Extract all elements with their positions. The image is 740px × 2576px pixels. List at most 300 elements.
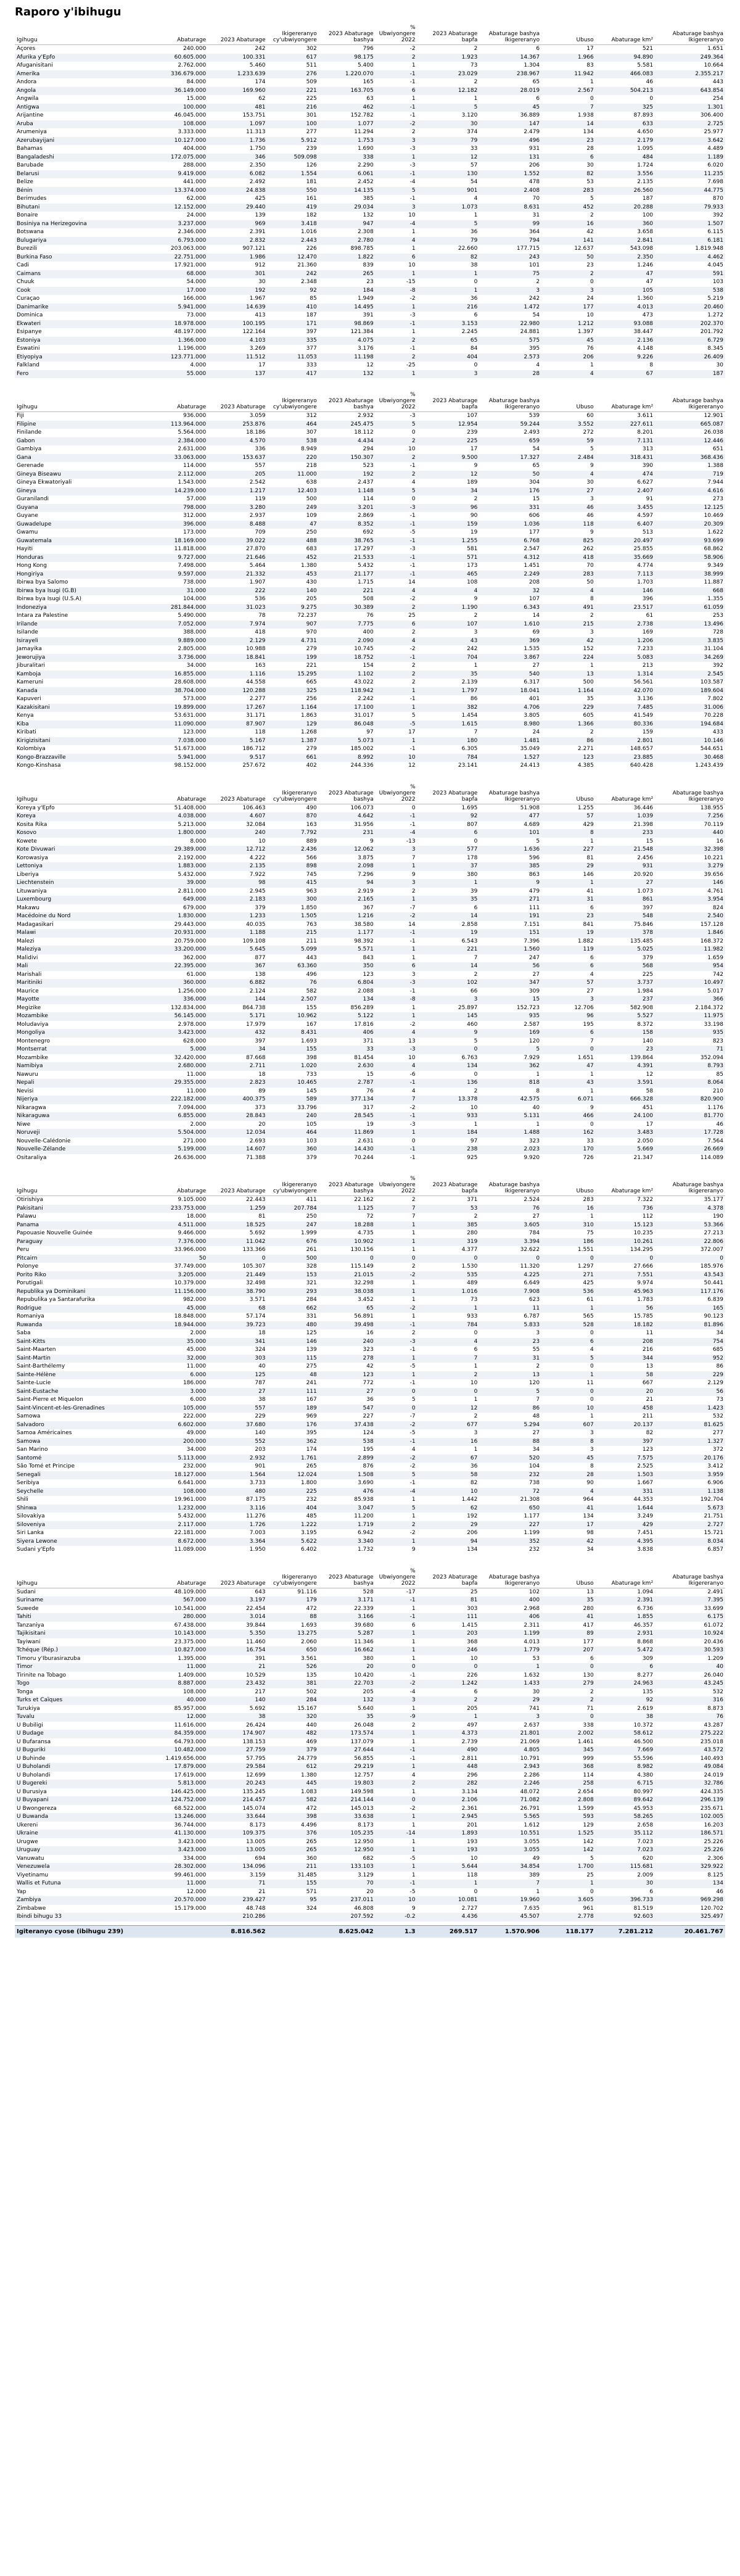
table-cell: 377: [306, 345, 317, 352]
table-cell: 36.889: [520, 112, 540, 118]
table-cell: 390: [642, 463, 654, 469]
table-row: [15, 562, 725, 571]
table-cell: 1.233.639: [208, 70, 267, 79]
country-name: Gerenade: [17, 463, 44, 469]
table-row: [15, 962, 725, 971]
table-cell: 502: [306, 1688, 317, 1695]
table-cell: 265: [306, 1838, 317, 1845]
table-cell: 936.000: [183, 413, 207, 419]
country-name: Silovakiya: [17, 1513, 45, 1519]
table-cell: 481: [208, 104, 267, 112]
table-cell: 37: [417, 862, 480, 871]
table-cell: 11: [586, 1380, 594, 1386]
table-cell: 685: [712, 1347, 723, 1353]
table-cell: 368: [541, 1763, 596, 1772]
table-cell: 2.000: [190, 1330, 207, 1336]
table-cell: 216: [642, 1347, 654, 1353]
page-title: Raporo y'ibihugu: [15, 6, 121, 19]
table-cell: 45.963: [596, 1288, 655, 1297]
table-cell: 2.136: [596, 337, 655, 345]
table-row: [15, 679, 725, 687]
table-row: [15, 737, 725, 746]
table-cell: 15: [532, 496, 540, 502]
table-row: [15, 921, 725, 930]
table-cell: 668: [655, 587, 725, 596]
country-name: Mali: [15, 962, 143, 971]
table-cell: 362.000: [183, 954, 207, 961]
table-cell: 136: [417, 1079, 480, 1088]
table-cell: 15.785: [633, 1313, 654, 1319]
table-cell: 146: [655, 879, 725, 888]
table-cell: 0: [376, 1388, 417, 1397]
table-cell: 4.385: [577, 762, 594, 769]
table-cell: 232: [479, 1471, 541, 1480]
table-cell: 0: [474, 1071, 478, 1078]
table-cell: 4.735: [357, 1230, 374, 1236]
table-cell: 969.298: [655, 1896, 725, 1905]
table-cell: 19.960: [479, 1896, 541, 1905]
table-cell: 1: [411, 1705, 416, 1712]
table-cell: 87.907: [208, 720, 267, 729]
table-row: [15, 1096, 725, 1104]
table-cell: 8: [590, 596, 594, 602]
table-cell: 404: [268, 1505, 319, 1513]
table-cell: 2.023: [479, 1146, 541, 1154]
table-cell: 366: [655, 996, 725, 1004]
table-cell: 5: [376, 421, 417, 429]
table-cell: 12.950: [319, 1846, 376, 1855]
table-cell: 200.000: [143, 1438, 208, 1447]
table-cell: 738.000: [183, 579, 207, 585]
table-cell: 86: [541, 737, 596, 746]
table-cell: 6.839: [707, 1297, 723, 1303]
table-cell: 1.719: [319, 1521, 376, 1530]
country-name: Jamayika: [17, 646, 42, 652]
table-cell: 145: [306, 1088, 317, 1094]
table-cell: 283: [541, 187, 596, 196]
table-cell: 843: [363, 954, 374, 961]
table-cell: 11.887: [704, 579, 723, 585]
table-cell: 2: [376, 604, 417, 613]
table-cell: 5.640: [357, 1705, 374, 1712]
table-cell: 22.181.000: [174, 1530, 207, 1536]
table-cell: 5.025: [596, 946, 655, 954]
table-cell: 56: [479, 962, 541, 971]
table-cell: 8.125: [707, 1872, 723, 1878]
table-cell: 3: [590, 1430, 594, 1436]
table-cell: 1.726: [208, 1521, 267, 1530]
table-cell: 1.938: [577, 112, 594, 118]
country-name: U Bwongereza: [17, 1805, 57, 1812]
table-cell: 3: [536, 1330, 540, 1336]
table-cell: 17.327: [479, 454, 541, 463]
table-cell: 10.541.000: [174, 1605, 207, 1612]
table-cell: 303: [467, 1605, 478, 1612]
table-cell: 30.389: [319, 604, 376, 613]
table-cell: 3.159: [249, 1872, 266, 1878]
table-cell: 161: [306, 196, 317, 202]
table-cell: 22.443: [246, 1197, 266, 1203]
table-cell: 2.654: [577, 1788, 594, 1795]
table-cell: 2.139: [461, 679, 478, 685]
table-cell: 45: [541, 337, 596, 345]
table-cell: 48: [532, 1413, 540, 1419]
table-cell: 1.693: [300, 1622, 317, 1629]
table-cell: -4: [376, 220, 417, 229]
table-cell: 33.966.000: [174, 1247, 207, 1253]
table-cell: 70.244: [354, 1154, 374, 1161]
country-name: Suriname: [15, 1596, 143, 1605]
table-row: [15, 104, 725, 112]
country-name: Kapuveri: [17, 696, 41, 702]
table-cell: 566: [306, 854, 317, 861]
table-cell: 23.141: [458, 762, 478, 769]
table-cell: 2.507: [268, 996, 319, 1004]
table-cell: 6: [590, 904, 594, 911]
table-cell: 0: [479, 1255, 541, 1263]
table-cell: 870: [712, 196, 723, 202]
table-cell: 1.846: [655, 929, 725, 938]
country-name: Aruba: [15, 120, 143, 129]
table-cell: 235.018: [700, 1738, 723, 1745]
table-cell: 20.309: [655, 521, 725, 529]
table-cell: -1: [409, 196, 416, 202]
table-cell: 665: [306, 679, 317, 685]
table-cell: 6: [590, 1655, 594, 1662]
table-cell: 5.350: [208, 1630, 267, 1638]
table-cell: 9.349: [707, 563, 723, 569]
table-cell: 203.063.000: [170, 246, 207, 252]
table-cell: 2.391: [596, 1596, 655, 1605]
table-cell: 38.580: [354, 921, 374, 928]
table-cell: 24.779: [297, 1755, 317, 1762]
table-cell: 5.213.000: [178, 821, 207, 828]
table-cell: 4.380: [637, 1772, 654, 1778]
table-cell: 1.209: [707, 1655, 723, 1662]
table-cell: 3: [541, 996, 596, 1004]
table-cell: 22.660: [458, 246, 478, 252]
table-cell: 2.658: [637, 1822, 654, 1828]
table-cell: 1.461: [577, 1738, 594, 1745]
table-cell: 1.442: [461, 1496, 478, 1503]
table-cell: 2.348: [300, 279, 317, 285]
table-cell: 39: [470, 888, 478, 894]
table-cell: 402: [306, 762, 317, 769]
table-cell: 3.280: [208, 504, 267, 513]
table-cell: 279: [541, 1680, 596, 1688]
column-header: % Ubwiyongere 2022: [376, 1174, 417, 1196]
table-cell: 189: [268, 1405, 319, 1413]
table-cell: 1: [417, 287, 480, 295]
table-cell: 3.134: [461, 1788, 478, 1795]
table-cell: 46: [646, 79, 654, 85]
country-name: Guyana: [15, 504, 143, 513]
table-cell: 3.333.000: [178, 129, 207, 135]
table-cell: -1: [376, 170, 417, 179]
table-cell: 6.942: [357, 1530, 374, 1536]
table-cell: 214.457: [208, 1796, 267, 1805]
table-cell: 3.412: [707, 1463, 723, 1469]
column-header: Abaturage bashya Ikigereranyo: [655, 783, 725, 804]
table-cell: 45: [479, 104, 541, 112]
table-cell: 1.822: [319, 254, 376, 262]
table-cell: 1.632: [524, 1672, 540, 1678]
table-cell: 139: [255, 212, 266, 218]
table-cell: 55.000: [143, 370, 208, 379]
table-cell: 523: [363, 463, 374, 469]
table-cell: 6.906: [707, 1480, 723, 1486]
table-cell: 1: [376, 1288, 417, 1297]
table-cell: 27: [319, 1388, 376, 1397]
table-cell: 232: [306, 1496, 317, 1503]
table-cell: 174.907: [208, 1730, 267, 1738]
table-cell: 81.896: [655, 1321, 725, 1330]
table-cell: 1: [411, 1872, 416, 1878]
table-cell: 10: [470, 1855, 478, 1862]
table-cell: -5: [409, 1888, 416, 1895]
table-row: [15, 295, 725, 303]
table-cell: 33.638: [319, 1813, 376, 1822]
table-cell: 1: [417, 1305, 480, 1313]
table-cell: 3.000: [143, 1388, 208, 1397]
table-cell: 233: [596, 829, 655, 838]
table-cell: -7: [409, 904, 416, 911]
table-cell: 3.423.000: [178, 1838, 207, 1845]
table-row: [15, 704, 725, 712]
table-cell: 2: [376, 671, 417, 679]
table-cell: 54: [470, 179, 478, 185]
table-cell: 582: [268, 1796, 319, 1805]
country-name: Eswatini: [17, 345, 40, 352]
table-cell: 6.000: [190, 1397, 207, 1403]
country-name: Burezili: [17, 246, 38, 252]
table-cell: 86: [716, 1363, 723, 1369]
table-cell: 0: [411, 1137, 416, 1144]
table-cell: 2.945: [417, 1813, 480, 1822]
table-cell: 111: [417, 1613, 480, 1622]
table-cell: 10: [376, 754, 417, 762]
table-cell: 1: [376, 1630, 417, 1638]
table-cell: 296.139: [655, 1796, 725, 1805]
table-cell: 36: [470, 1463, 478, 1469]
table-cell: 96: [417, 504, 480, 513]
table-cell: 22.751.000: [143, 254, 208, 262]
table-cell: 24.019: [704, 1772, 723, 1778]
table-cell: 3.954: [655, 896, 725, 904]
table-cell: 76: [366, 613, 374, 619]
table-cell: 1.395.000: [178, 1655, 207, 1662]
table-cell: 464: [268, 421, 319, 429]
table-cell: 2: [590, 613, 594, 619]
table-cell: 5.122: [319, 1012, 376, 1021]
table-cell: 573.000: [183, 696, 207, 702]
table-cell: 324: [255, 1347, 266, 1353]
country-name: Koreya: [15, 812, 143, 821]
table-cell: 1.366: [541, 720, 596, 729]
table-cell: 201: [467, 1822, 478, 1828]
country-name: Danimarike: [15, 303, 143, 312]
table-row: [15, 337, 725, 345]
table-cell: 7.395: [655, 1596, 725, 1605]
table-row: [15, 220, 725, 229]
table-row: [15, 1471, 725, 1480]
table-cell: 540: [479, 671, 541, 679]
country-name: Malezi: [17, 938, 35, 944]
table-cell: 213: [642, 663, 654, 669]
table-cell: 520: [479, 1455, 541, 1463]
country-name: Esipanye: [17, 329, 42, 335]
table-cell: 2: [376, 337, 417, 345]
table-cell: 1: [474, 663, 478, 669]
table-cell: 32.622: [520, 1247, 540, 1253]
table-cell: 6.649: [524, 1280, 540, 1286]
table-cell: 2.778: [541, 1913, 596, 1922]
table-cell: 11.000: [143, 1880, 208, 1888]
table-cell: 6: [474, 1688, 478, 1695]
table-cell: 18: [258, 1330, 266, 1336]
table-cell: 51.673.000: [174, 746, 207, 752]
table-cell: 59.244: [479, 421, 541, 429]
table-cell: 6.768: [479, 537, 541, 546]
table-row: [15, 1905, 725, 1913]
table-cell: 21: [208, 1663, 267, 1672]
table-cell: 33.644: [208, 1813, 267, 1822]
table-row: [15, 1379, 725, 1388]
table-cell: 13.005: [246, 1838, 266, 1845]
table-cell: 1.612: [524, 1822, 540, 1828]
table-cell: 159: [642, 729, 654, 735]
table-cell: 2.725: [655, 120, 725, 129]
table-cell: 4: [376, 1062, 417, 1071]
table-cell: 3.423.000: [143, 1846, 208, 1855]
table-cell: 2: [411, 679, 416, 685]
column-header: Ikigereranyo cy'ubwiyongere: [268, 783, 319, 804]
table-cell: 1.923: [417, 54, 480, 62]
table-cell: 382: [417, 704, 480, 712]
table-cell: 113.964.000: [143, 421, 208, 429]
table-cell: 26.424: [246, 1722, 266, 1728]
table-cell: 1.255: [417, 537, 480, 546]
table-cell: 1: [411, 1513, 416, 1519]
table-cell: -2: [376, 912, 417, 921]
table-cell: 1.530: [461, 1263, 478, 1269]
table-cell: 134: [417, 1062, 480, 1071]
table-cell: 29.443.000: [174, 921, 207, 928]
column-header: 2023 Abaturage: [208, 1567, 267, 1588]
section-spacer: [15, 1166, 725, 1174]
table-cell: 4: [411, 479, 416, 485]
table-cell: 227.611: [596, 421, 655, 429]
table-cell: 129: [583, 1822, 594, 1828]
table-cell: 214.144: [319, 1796, 376, 1805]
table-cell: 4.761: [707, 888, 723, 894]
table-cell: 1.433: [479, 1680, 541, 1688]
country-name: Samowa: [17, 1413, 41, 1419]
table-cell: 84: [470, 345, 478, 352]
table-cell: 88: [268, 1613, 319, 1622]
table-cell: 19: [470, 529, 478, 535]
table-row: [15, 70, 725, 79]
table-cell: 20.288: [596, 204, 655, 212]
table-cell: 256: [306, 696, 317, 702]
table-cell: 6.181: [655, 237, 725, 246]
table-cell: 61.059: [655, 604, 725, 613]
table-cell: 254: [712, 96, 723, 102]
table-cell: 17.921.000: [174, 262, 207, 268]
country-name: Guwadelupe: [15, 521, 143, 529]
table-cell: 2.693: [249, 1137, 266, 1144]
table-cell: 10: [417, 1488, 480, 1496]
table-cell: 12.706: [574, 1004, 594, 1011]
table-cell: 2.738: [596, 621, 655, 629]
table-cell: 180: [417, 737, 480, 746]
table-cell: 1: [590, 1071, 594, 1078]
table-cell: 7: [411, 854, 416, 861]
table-cell: 18.978.000: [143, 320, 208, 329]
country-name: Mayotte: [15, 996, 143, 1004]
table-cell: 4: [536, 362, 540, 368]
table-cell: 2.245: [461, 329, 478, 335]
table-cell: 3.205.000: [143, 1271, 208, 1280]
table-cell: 462: [319, 104, 376, 112]
table-cell: 970: [306, 629, 317, 635]
table-row: [15, 1705, 725, 1714]
table-cell: 26.409: [655, 353, 725, 362]
table-cell: 589: [268, 1096, 319, 1104]
table-cell: 1: [411, 246, 416, 252]
table-cell: 16: [366, 1330, 374, 1336]
table-cell: 50: [541, 254, 596, 262]
table-cell: 210.286: [208, 1913, 267, 1922]
table-cell: 331: [306, 1313, 317, 1319]
table-cell: 134: [655, 1880, 725, 1888]
table-cell: 12.182: [417, 87, 480, 96]
table-cell: 121.384: [350, 329, 374, 335]
table-cell: 153.751: [242, 112, 266, 118]
table-cell: 60: [586, 413, 594, 419]
table-cell: 27: [532, 1213, 540, 1220]
table-cell: 4.391: [596, 1062, 655, 1071]
table-cell: 58: [417, 1471, 480, 1480]
column-header: Ubuso: [541, 23, 596, 45]
table-cell: 272: [583, 429, 594, 436]
table-cell: 20: [319, 1663, 376, 1672]
table-cell: 76: [586, 345, 594, 352]
table-cell: 396.000: [143, 521, 208, 529]
table-row: [15, 1680, 725, 1688]
table-cell: 177: [541, 303, 596, 312]
table-cell: 244.336: [350, 762, 374, 769]
table-row: [15, 1004, 725, 1013]
table-cell: 142: [583, 1838, 594, 1845]
table-cell: 4: [541, 1488, 596, 1496]
table-cell: 6.020: [707, 162, 723, 168]
table-row: [15, 754, 725, 762]
table-cell: 90.123: [704, 1313, 723, 1319]
table-cell: 38: [596, 1713, 655, 1722]
table-cell: -2: [376, 1421, 417, 1430]
table-row: [15, 971, 725, 980]
table-cell: 153.637: [208, 454, 267, 463]
table-cell: 10.235: [633, 1230, 654, 1236]
table-cell: 203: [417, 1630, 480, 1638]
table-cell: 34.269: [655, 654, 725, 663]
table-cell: 5: [479, 1046, 541, 1054]
table-cell: 925: [467, 1154, 478, 1161]
country-name: Mongoliya: [15, 1029, 143, 1038]
table-cell: 8.277: [637, 1672, 654, 1678]
table-cell: 3: [376, 1696, 417, 1705]
